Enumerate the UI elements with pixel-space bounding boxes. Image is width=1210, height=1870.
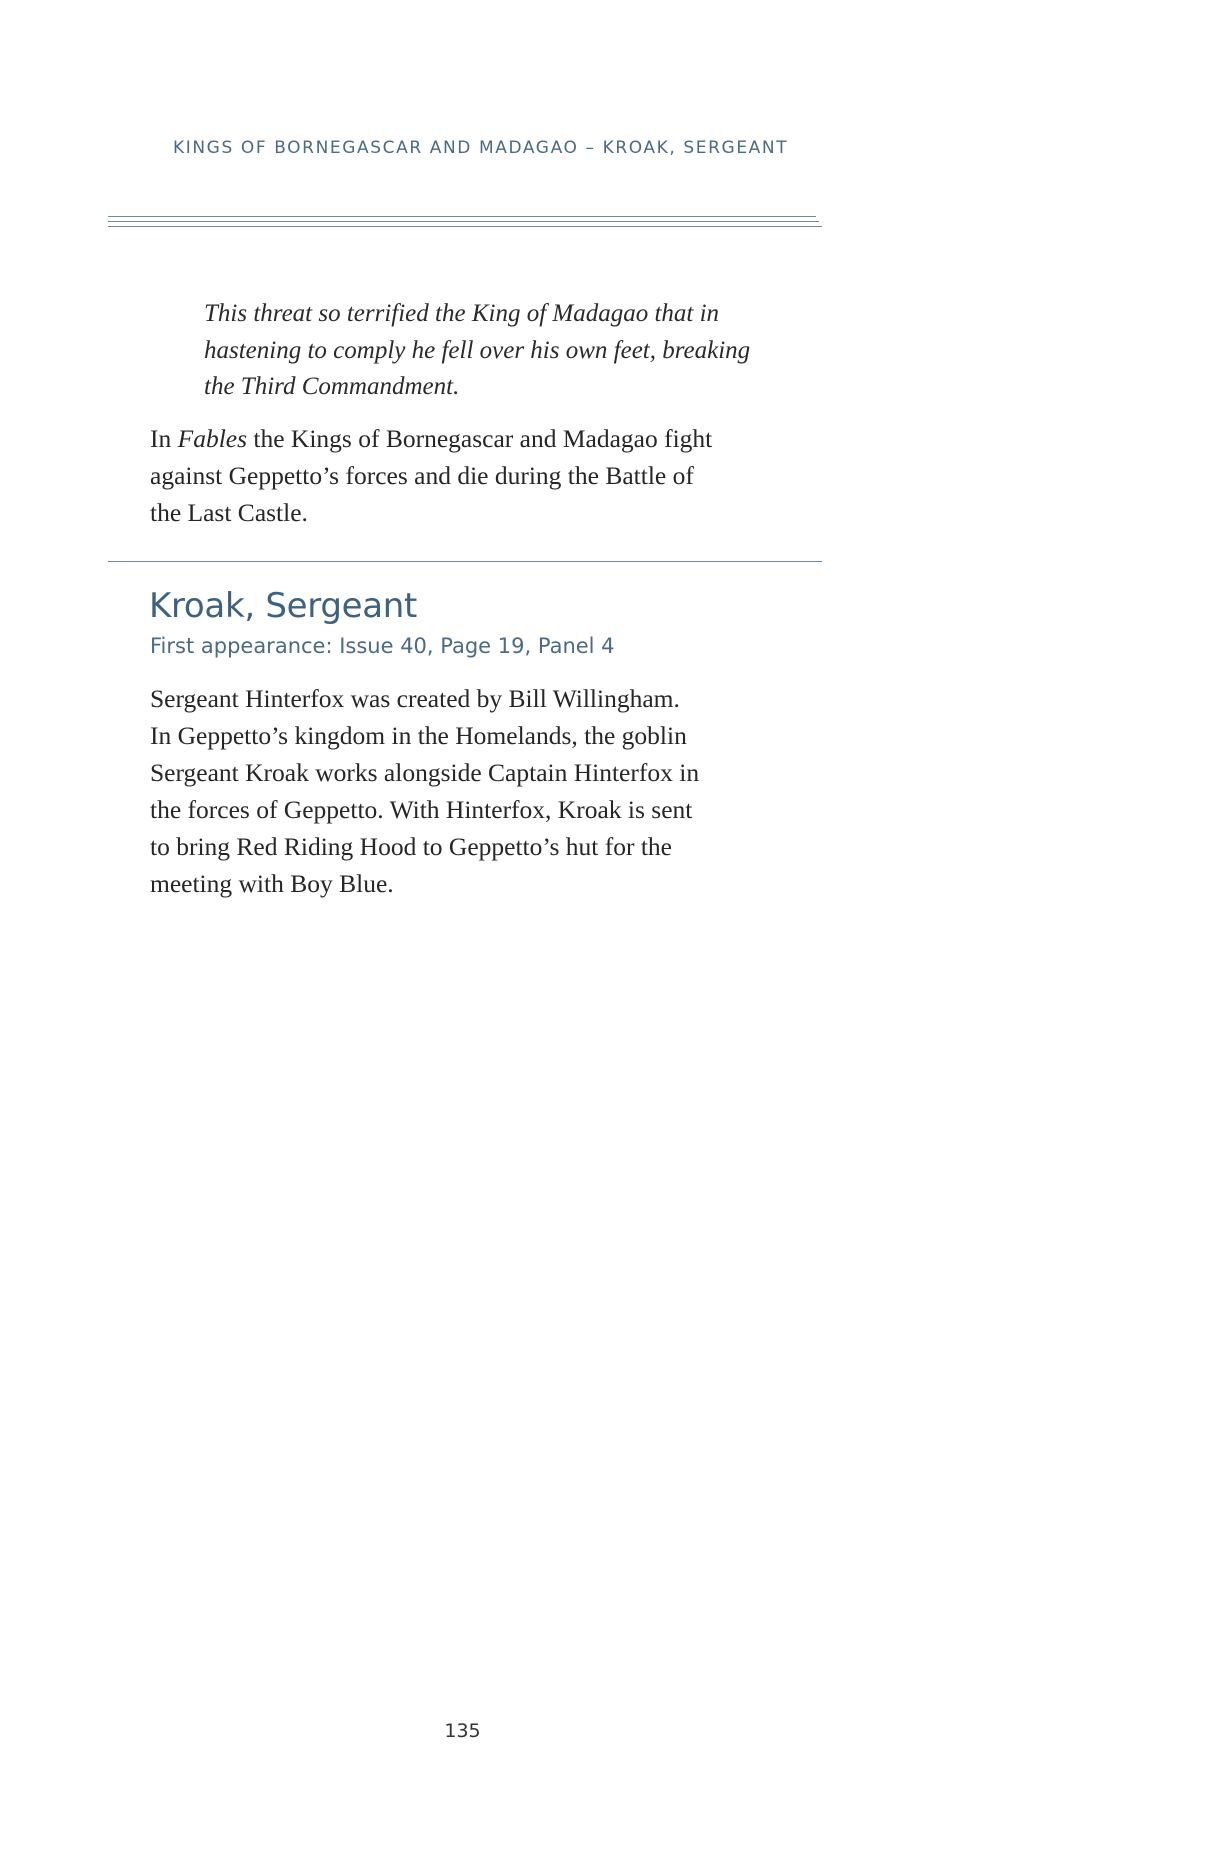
paragraph-line: Sergeant Kroak works alongside Captain Hinterfox in [150,758,700,787]
page-number: 135 [444,1720,481,1742]
paragraph-line: against Geppetto’s forces and die during the Battle of [150,461,694,490]
quote-line: hastening to comply he fell over his own feet, breaking [204,336,751,364]
paragraph-line [150,420,750,457]
header-rule-line [108,221,819,222]
paragraph-line: Sergeant Hinterfox was created by Bill Willingham. [150,684,680,713]
header-rule [108,216,822,230]
paragraph-line: In Geppetto’s kingdom in the Homelands, the goblin [150,721,687,750]
first-appearance: First appearance: Issue 40, Page 19, Panel 4 [150,634,615,658]
section-divider [108,561,822,562]
quote-line: the Third Commandment. [204,373,460,400]
paragraph-line: the forces of Geppetto. With Hinterfox, Kroak is sent [150,795,693,824]
paragraph-line: the Last Castle. [150,498,308,527]
block-quote [204,296,764,406]
entry-body [150,680,750,902]
entry-title: Kroak, Sergeant [149,586,418,626]
paragraph-line: meeting with Boy Blue. [150,869,394,898]
paragraph-line: to bring Red Riding Hood to Geppetto’s hut for the [150,832,672,861]
text-span: In [150,424,178,453]
text-span: the Kings of Bornegascar and Madagao fight [247,424,713,453]
running-head: KINGS OF BORNEGASCAR AND MADAGAO – KROAK, SERGEANT [173,138,789,158]
header-rule-line [108,216,816,217]
paragraph-fables [150,420,750,531]
header-rule-line [108,226,822,227]
quote-line: This threat so terrified the King of Madagao that in [204,300,720,327]
italic-title: Fables [177,424,248,453]
